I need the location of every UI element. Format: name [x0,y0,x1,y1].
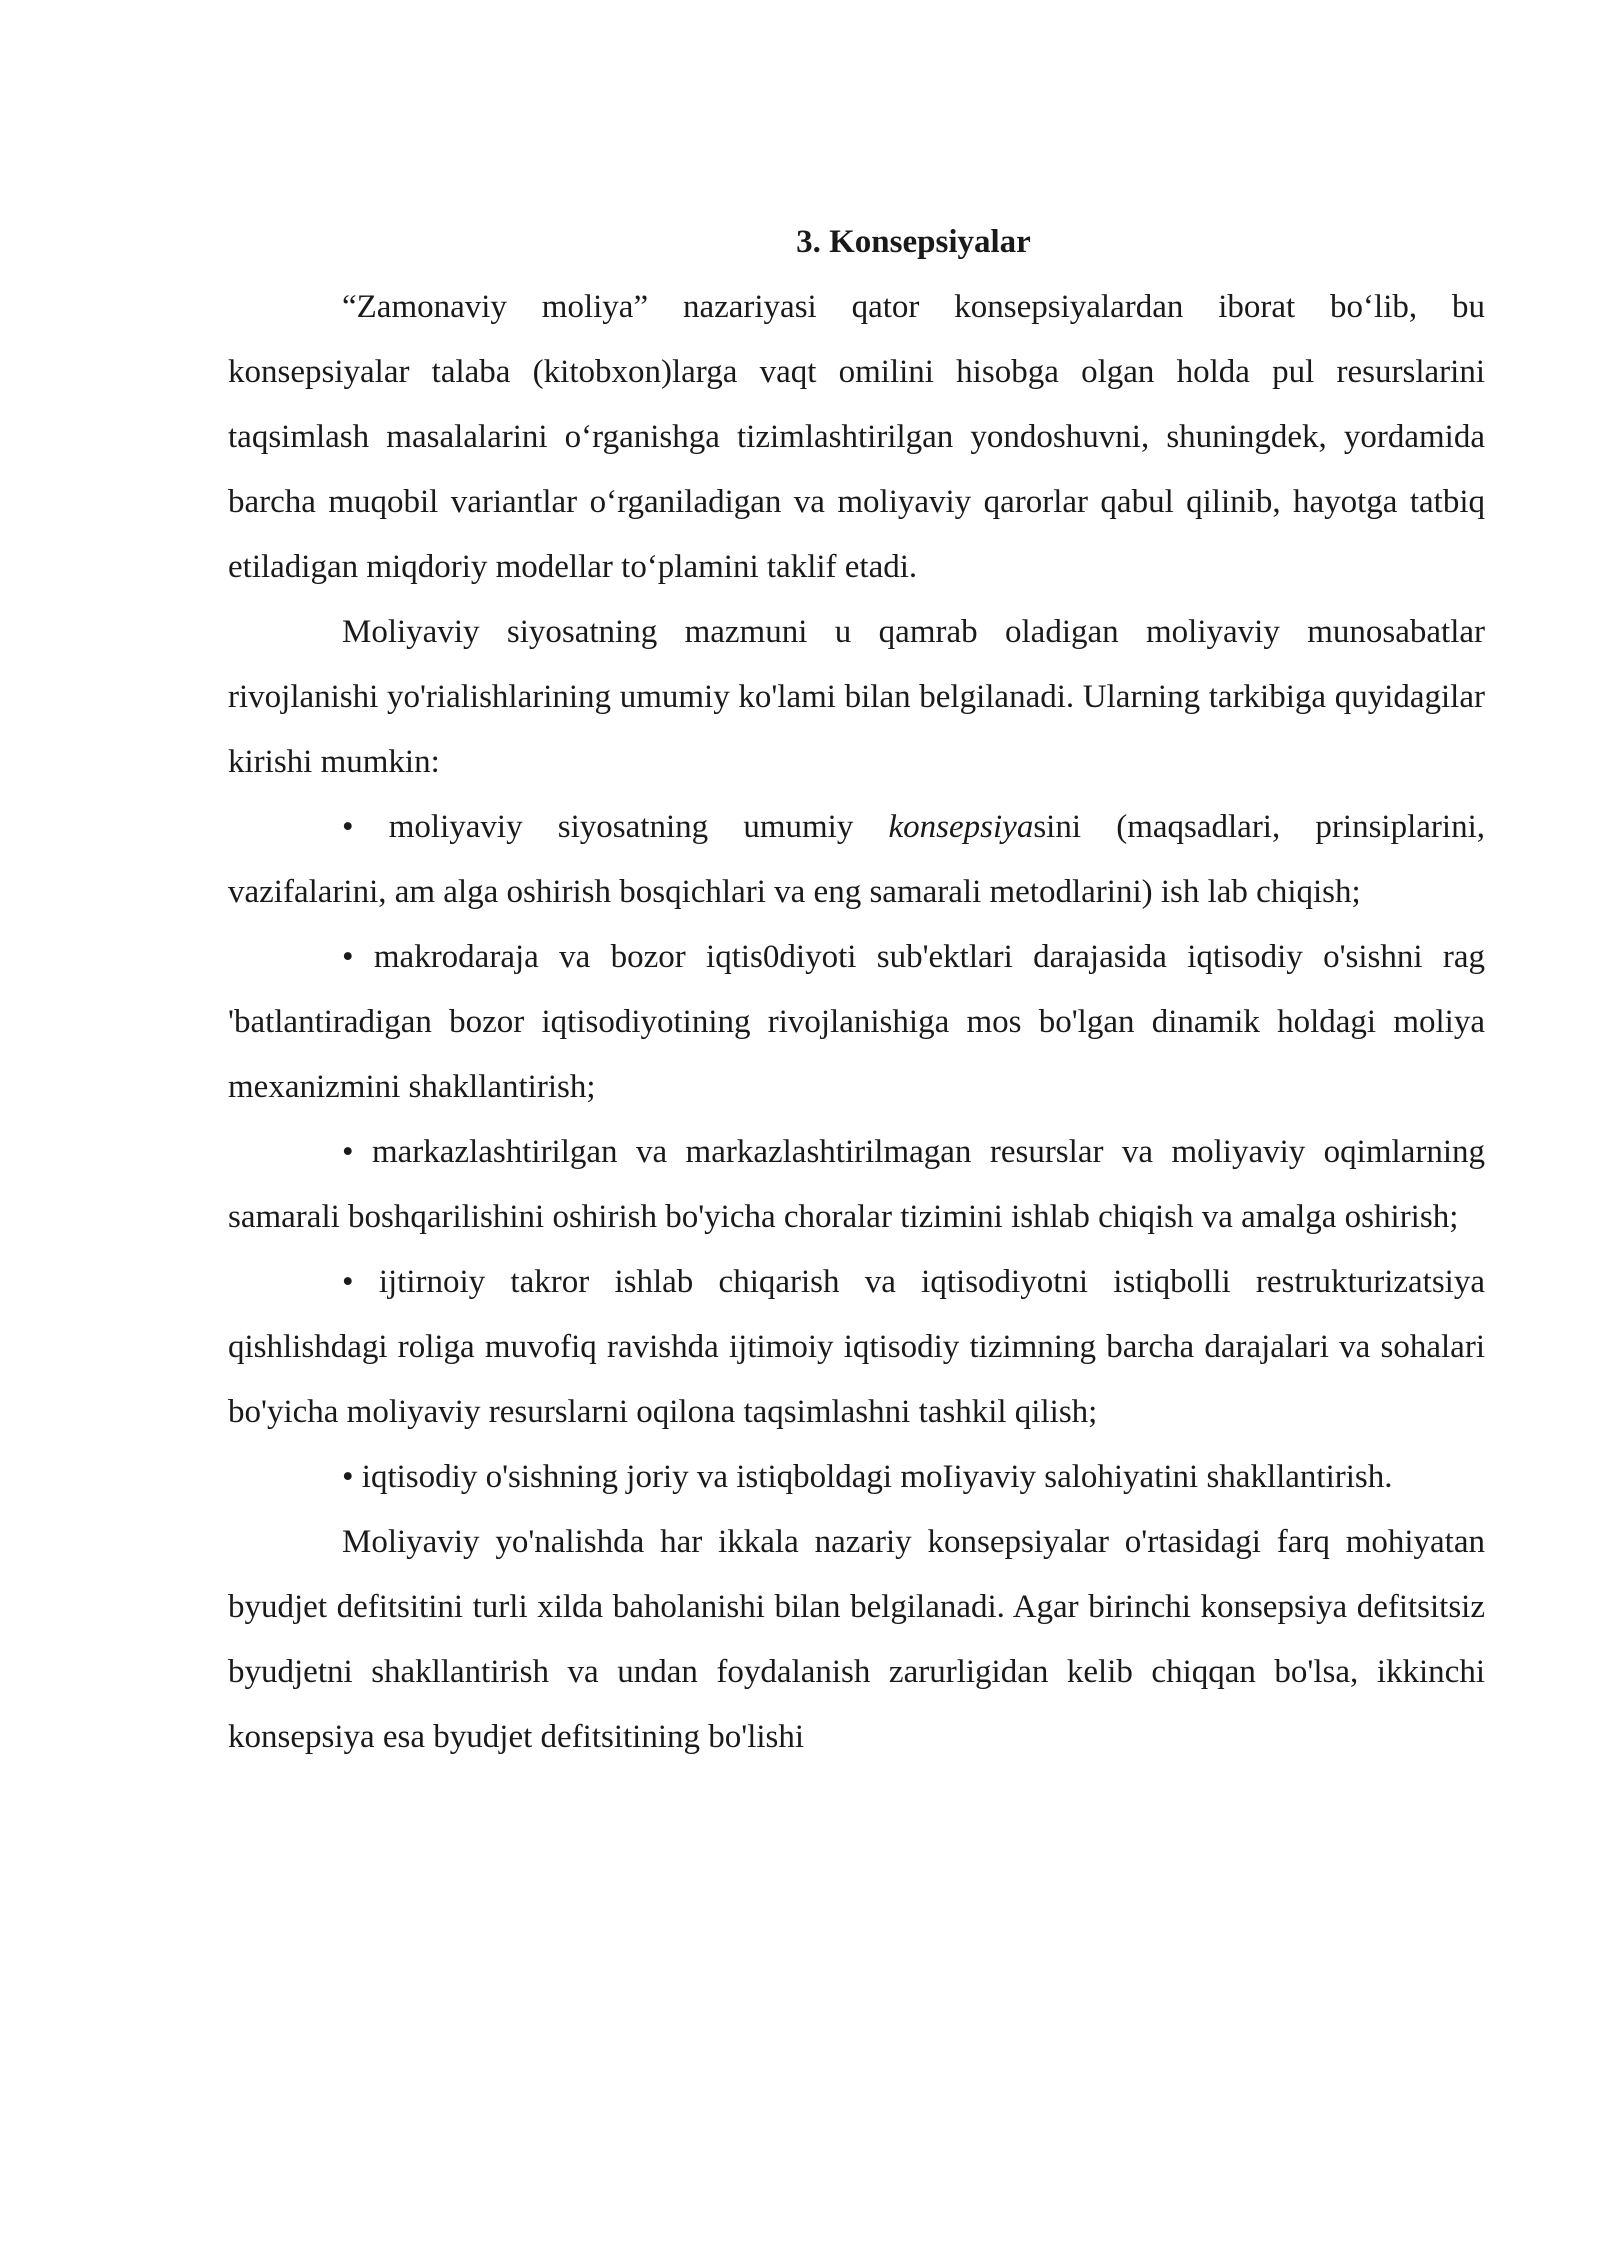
bullet-item-potential: • iqtisodiy o'sishning joriy va istiqboldagi moIiyaviy salohiyatini shakllantirish. [342,1459,1393,1495]
paragraph-intro: “Zamonaviy moliya” nazariyasi qator konsepsiyalardan iborat bo‘lib, bu konsepsiyalar talaba (kitobxon)larga vaqt omilini hisobga olgan holda pul resurslarini taqsimlash masalalarini o‘rganishga tizimlashtirilgan yondoshuvni, shuningdek, yordamida barcha muqobil variantlar o‘rganiladigan va moliyaviy qarorlar qabul qilinib, hayotga tatbiq etiladigan miqdoriy modellar to‘plamini taklif etadi. [228,289,1485,585]
bullet-text-emphasis: konsepsiya [888,809,1034,845]
paragraph-difference: Moliyaviy yo'nalishda har ikkala nazariy konsepsiyalar o'rtasidagi farq mohiyatan byudjet defitsitini turli xilda baholanishi bilan belgilanadi. Agar birinchi konsepsiya defitsitsiz byudjetni shakllantirish va undan foydalanish zarurligidan kelib chiqqan bo'lsa, ikkinchi konsepsiya esa byudjet defitsitining bo'lishi [228,1524,1485,1755]
bullet-text-end: sini (maqsadlari, prinsiplarini, vazifalarini, am alga oshirish bosqichlari va eng samarali metodlarini) ish lab chiqish; [228,809,1485,910]
section-heading: 3. Konsepsiyalar [796,224,1031,260]
bullet-text-start: • moliyaviy siyosatning umumiy [342,809,889,845]
paragraph-policy: Moliyaviy siyosatning mazmuni u qamrab oladigan moliyaviy munosabatlar rivojlanishi yo'rialishlarining umumiy ko'lami bilan belgilanadi. Ularning tarkibiga quyidagilar kirishi mumkin: [228,614,1485,780]
document-page [228,210,1485,1770]
bullet-item-allocation: • ijtirnoiy takror ishlab chiqarish va iqtisodiyotni istiqbolli restrukturizatsiya qishlishdagi roliga muvofiq ravishda ijtimoiy iqtisodiy tizimning barcha darajalari va sohalari bo'yicha moliyaviy resurslarni oqilona taqsimlashni tashkil qilish; [228,1264,1485,1430]
bullet-item-management: • markazlashtirilgan va markazlashtirilmagan resurslar va moliyaviy oqimlarning samarali boshqarilishini oshirish bo'yicha choralar tizimini ishlab chiqish va amalga oshirish; [228,1134,1485,1235]
bullet-item-concept [228,795,1485,925]
bullet-item-mechanism: • makrodaraja va bozor iqtis0diyoti sub'ektlari darajasida iqtisodiy o'sishni rag 'batlantiradigan bozor iqtisodiyotining rivojlanishiga mos bo'lgan dinamik holdagi moliya mexanizmini shakllantirish; [228,939,1485,1105]
